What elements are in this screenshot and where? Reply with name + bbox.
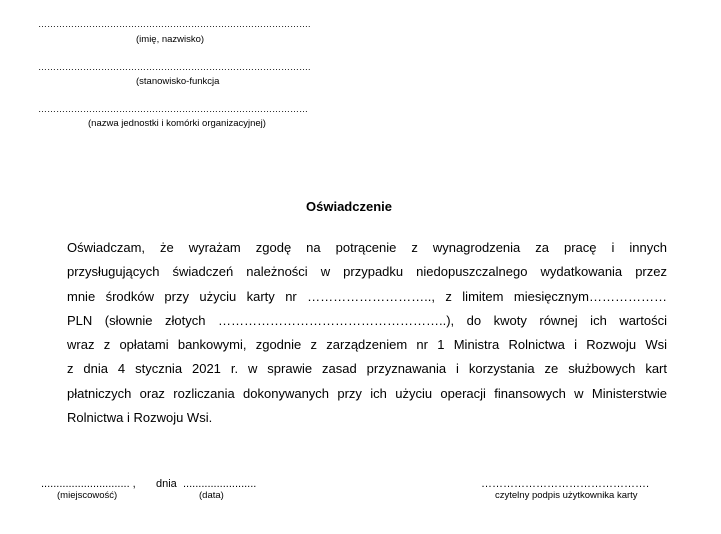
place-label: (miejscowość) — [57, 490, 118, 501]
position-label: (stanowisko-funkcja — [136, 76, 220, 87]
date-prefix: dnia — [156, 478, 177, 490]
body-line: Oświadczam, że wyrażam zgodę na potrącenie z wynagrodzenia za pracę i innych — [67, 240, 667, 255]
unit-label: (nazwa jednostki i komórki organizacyjnej) — [88, 118, 266, 129]
signature-dotted-line: ………………………………………. — [481, 478, 650, 490]
document-title: Oświadczenie — [306, 199, 392, 214]
body-line: mnie środków przy użyciu karty nr ……………………….., z limitem miesięcznym……………… — [67, 288, 667, 304]
name-label: (imię, nazwisko) — [136, 34, 205, 45]
position-dotted-line: ………………………………………………………………………………. — [38, 62, 311, 72]
body-line: Rolnictwa i Rozwoju Wsi. — [67, 410, 213, 426]
date-dotted-line: ........................ — [183, 478, 257, 490]
declaration-body — [67, 236, 667, 430]
name-dotted-line: ………………………………………………………………………………. — [38, 19, 311, 29]
place-dotted-line: ............................. , — [41, 478, 136, 490]
date-label: (data) — [199, 490, 224, 501]
body-line: z dnia 4 stycznia 2021 r. w sprawie zasad przyznawania i korzystania ze służbowych kart — [67, 361, 667, 377]
body-line: przysługujących świadczeń należności w przypadku niedopuszczalnego wydatkowania przez — [67, 264, 667, 280]
body-line: płatniczych oraz rozliczania dokonywanych przy ich użyciu operacji finansowych w Ministerstwie — [67, 385, 667, 401]
signature-label: czytelny podpis użytkownika karty — [495, 490, 638, 501]
body-line: PLN (słownie złotych ……………………………………………..), do kwoty równej ich wartości — [67, 312, 667, 328]
unit-dotted-line: ……………………………………………………………………………… — [38, 104, 308, 114]
body-line: wraz z opłatami bankowymi, zgodnie z zarządzeniem nr 1 Ministra Rolnictwa i Rozwoju Wsi — [67, 337, 667, 353]
